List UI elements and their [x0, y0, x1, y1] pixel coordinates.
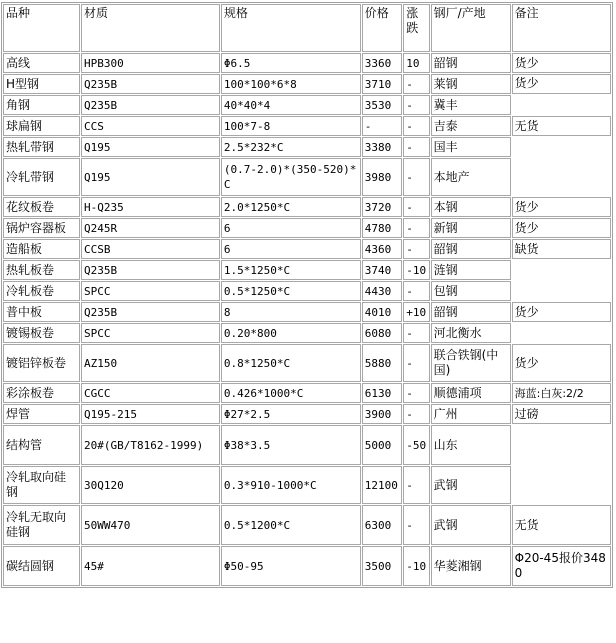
cell-price: 6300: [362, 505, 403, 545]
steel-price-table: [1, 2, 613, 588]
cell-material: 45#: [81, 546, 220, 586]
cell-mill: 国丰: [431, 137, 511, 157]
cell-product: 碳结圆钢: [3, 546, 80, 586]
cell-spec: 0.3*910-1000*C: [221, 466, 361, 504]
cell-mill: 武钢: [431, 505, 511, 545]
cell-product: H型钢: [3, 74, 80, 94]
cell-material: 30Q120: [81, 466, 220, 504]
cell-spec: Φ50-95: [221, 546, 361, 586]
cell-remark: 货少: [512, 74, 611, 94]
cell-product: 高线: [3, 53, 80, 73]
table-row: [3, 425, 611, 465]
cell-product: 焊管: [3, 404, 80, 424]
cell-mill: 顺德浦项: [431, 383, 511, 403]
cell-mill: 华菱湘钢: [431, 546, 511, 586]
cell-product: 角钢: [3, 95, 80, 115]
cell-spec: 100*100*6*8: [221, 74, 361, 94]
cell-spec: Φ38*3.5: [221, 425, 361, 465]
header-spec: 规格: [221, 4, 361, 52]
cell-price: 5000: [362, 425, 403, 465]
cell-material: 50WW470: [81, 505, 220, 545]
cell-remark: 过磅: [512, 404, 611, 424]
cell-material: SPCC: [81, 281, 220, 301]
cell-spec: 0.20*800: [221, 323, 361, 343]
cell-remark: 缺货: [512, 239, 611, 259]
cell-material: CCSB: [81, 239, 220, 259]
cell-product: 彩涂板卷: [3, 383, 80, 403]
header-remark: 备注: [512, 4, 611, 52]
cell-remark-empty: [512, 95, 611, 115]
cell-product: 冷轧无取向硅钢: [3, 505, 80, 545]
cell-remark-empty: [512, 137, 611, 157]
cell-material: AZ150: [81, 344, 220, 382]
cell-remark: Φ20-45报价3480: [512, 546, 611, 586]
cell-change: -10: [403, 546, 429, 586]
cell-remark: 货少: [512, 302, 611, 322]
header-material: 材质: [81, 4, 220, 52]
cell-mill: 韶钢: [431, 53, 511, 73]
header-product: 品种: [3, 4, 80, 52]
cell-change: -: [403, 323, 429, 343]
cell-spec: 0.5*1200*C: [221, 505, 361, 545]
table-row: [3, 323, 611, 343]
cell-material: 20#(GB/T8162-1999): [81, 425, 220, 465]
cell-product: 镀铝锌板卷: [3, 344, 80, 382]
table-row: [3, 53, 611, 73]
table-row: [3, 404, 611, 424]
table-row: [3, 218, 611, 238]
header-row: [3, 4, 611, 52]
cell-spec: 1.5*1250*C: [221, 260, 361, 280]
cell-material: CCS: [81, 116, 220, 136]
cell-product: 热轧板卷: [3, 260, 80, 280]
cell-mill: 广州: [431, 404, 511, 424]
cell-product: 锅炉容器板: [3, 218, 80, 238]
table-row: [3, 137, 611, 157]
cell-remark: 无货: [512, 505, 611, 545]
cell-remark-empty: [512, 281, 611, 301]
cell-mill: 韶钢: [431, 302, 511, 322]
cell-material: Q195: [81, 158, 220, 196]
table-row: [3, 344, 611, 382]
cell-mill: 山东: [431, 425, 511, 465]
header-change: 涨跌: [403, 4, 429, 52]
cell-mill: 莱钢: [431, 74, 511, 94]
cell-price: 3720: [362, 197, 403, 217]
cell-price: 6080: [362, 323, 403, 343]
cell-mill: 新钢: [431, 218, 511, 238]
cell-spec: Φ27*2.5: [221, 404, 361, 424]
cell-spec: 100*7-8: [221, 116, 361, 136]
cell-product: 花纹板卷: [3, 197, 80, 217]
cell-price: 5880: [362, 344, 403, 382]
cell-mill: 武钢: [431, 466, 511, 504]
cell-change: -: [403, 404, 429, 424]
header-price: 价格: [362, 4, 403, 52]
cell-price: 3380: [362, 137, 403, 157]
cell-price: 3710: [362, 74, 403, 94]
cell-product: 冷轧取向硅钢: [3, 466, 80, 504]
cell-mill: 本地产: [431, 158, 511, 196]
cell-mill: 包钢: [431, 281, 511, 301]
cell-price: 6130: [362, 383, 403, 403]
cell-product: 冷轧板卷: [3, 281, 80, 301]
cell-change: -: [403, 383, 429, 403]
cell-price: 3360: [362, 53, 403, 73]
cell-spec: 6: [221, 239, 361, 259]
cell-mill: 涟钢: [431, 260, 511, 280]
cell-material: Q235B: [81, 302, 220, 322]
cell-mill: 本钢: [431, 197, 511, 217]
cell-product: 球扁钢: [3, 116, 80, 136]
cell-spec: (0.7-2.0)*(350-520)*C: [221, 158, 361, 196]
cell-spec: 2.0*1250*C: [221, 197, 361, 217]
cell-remark-empty: [512, 158, 611, 196]
cell-remark-empty: [512, 425, 611, 465]
cell-material: Q235B: [81, 260, 220, 280]
cell-material: SPCC: [81, 323, 220, 343]
cell-material: Q245R: [81, 218, 220, 238]
cell-price: 4780: [362, 218, 403, 238]
cell-material: Q195-215: [81, 404, 220, 424]
cell-price: 3500: [362, 546, 403, 586]
cell-remark-empty: [512, 466, 611, 504]
cell-spec: 6: [221, 218, 361, 238]
table-row: [3, 281, 611, 301]
cell-material: HPB300: [81, 53, 220, 73]
cell-product: 造船板: [3, 239, 80, 259]
cell-price: 4360: [362, 239, 403, 259]
cell-product: 冷轧带钢: [3, 158, 80, 196]
table-row: [3, 158, 611, 196]
cell-change: -: [403, 197, 429, 217]
cell-price: 12100: [362, 466, 403, 504]
cell-spec: 0.5*1250*C: [221, 281, 361, 301]
table-row: [3, 260, 611, 280]
cell-product: 镀锡板卷: [3, 323, 80, 343]
cell-change: -: [403, 466, 429, 504]
cell-change: -: [403, 281, 429, 301]
table-row: [3, 383, 611, 403]
cell-spec: 0.426*1000*C: [221, 383, 361, 403]
cell-material: Q235B: [81, 95, 220, 115]
cell-remark: 海蓝:白灰:2/2: [512, 383, 611, 403]
cell-product: 普中板: [3, 302, 80, 322]
cell-price: 3530: [362, 95, 403, 115]
cell-remark-empty: [512, 323, 611, 343]
cell-mill: 韶钢: [431, 239, 511, 259]
table-row: [3, 116, 611, 136]
table-row: [3, 239, 611, 259]
header-mill: 钢厂/产地: [431, 4, 511, 52]
cell-change: -: [403, 505, 429, 545]
cell-change: -: [403, 218, 429, 238]
cell-remark-empty: [512, 260, 611, 280]
cell-change: -50: [403, 425, 429, 465]
cell-price: 4430: [362, 281, 403, 301]
cell-change: -: [403, 137, 429, 157]
cell-material: H-Q235: [81, 197, 220, 217]
cell-remark: 货少: [512, 344, 611, 382]
table-row: [3, 197, 611, 217]
cell-mill: 冀丰: [431, 95, 511, 115]
cell-change: -: [403, 95, 429, 115]
cell-change: -: [403, 239, 429, 259]
cell-product: 热轧带钢: [3, 137, 80, 157]
cell-change: -: [403, 158, 429, 196]
cell-change: -: [403, 74, 429, 94]
cell-change: -: [403, 344, 429, 382]
cell-remark: 货少: [512, 53, 611, 73]
table-row: [3, 302, 611, 322]
cell-remark: 货少: [512, 197, 611, 217]
cell-product: 结构管: [3, 425, 80, 465]
cell-price: 3900: [362, 404, 403, 424]
cell-material: CGCC: [81, 383, 220, 403]
table-row: [3, 74, 611, 94]
cell-remark: 货少: [512, 218, 611, 238]
table-row: [3, 546, 611, 586]
cell-change: -: [403, 116, 429, 136]
cell-spec: 0.8*1250*C: [221, 344, 361, 382]
cell-spec: 2.5*232*C: [221, 137, 361, 157]
cell-spec: 8: [221, 302, 361, 322]
cell-spec: 40*40*4: [221, 95, 361, 115]
cell-price: 3980: [362, 158, 403, 196]
cell-spec: Φ6.5: [221, 53, 361, 73]
cell-material: Q195: [81, 137, 220, 157]
cell-mill: 河北衡水: [431, 323, 511, 343]
cell-material: Q235B: [81, 74, 220, 94]
cell-mill: 吉泰: [431, 116, 511, 136]
cell-price: -: [362, 116, 403, 136]
table-row: [3, 95, 611, 115]
cell-price: 4010: [362, 302, 403, 322]
cell-change: +10: [403, 302, 429, 322]
cell-mill: 联合铁钢(中国): [431, 344, 511, 382]
table-row: [3, 505, 611, 545]
cell-remark: 无货: [512, 116, 611, 136]
cell-change: -10: [403, 260, 429, 280]
table-row: [3, 466, 611, 504]
cell-price: 3740: [362, 260, 403, 280]
cell-change: 10: [403, 53, 429, 73]
